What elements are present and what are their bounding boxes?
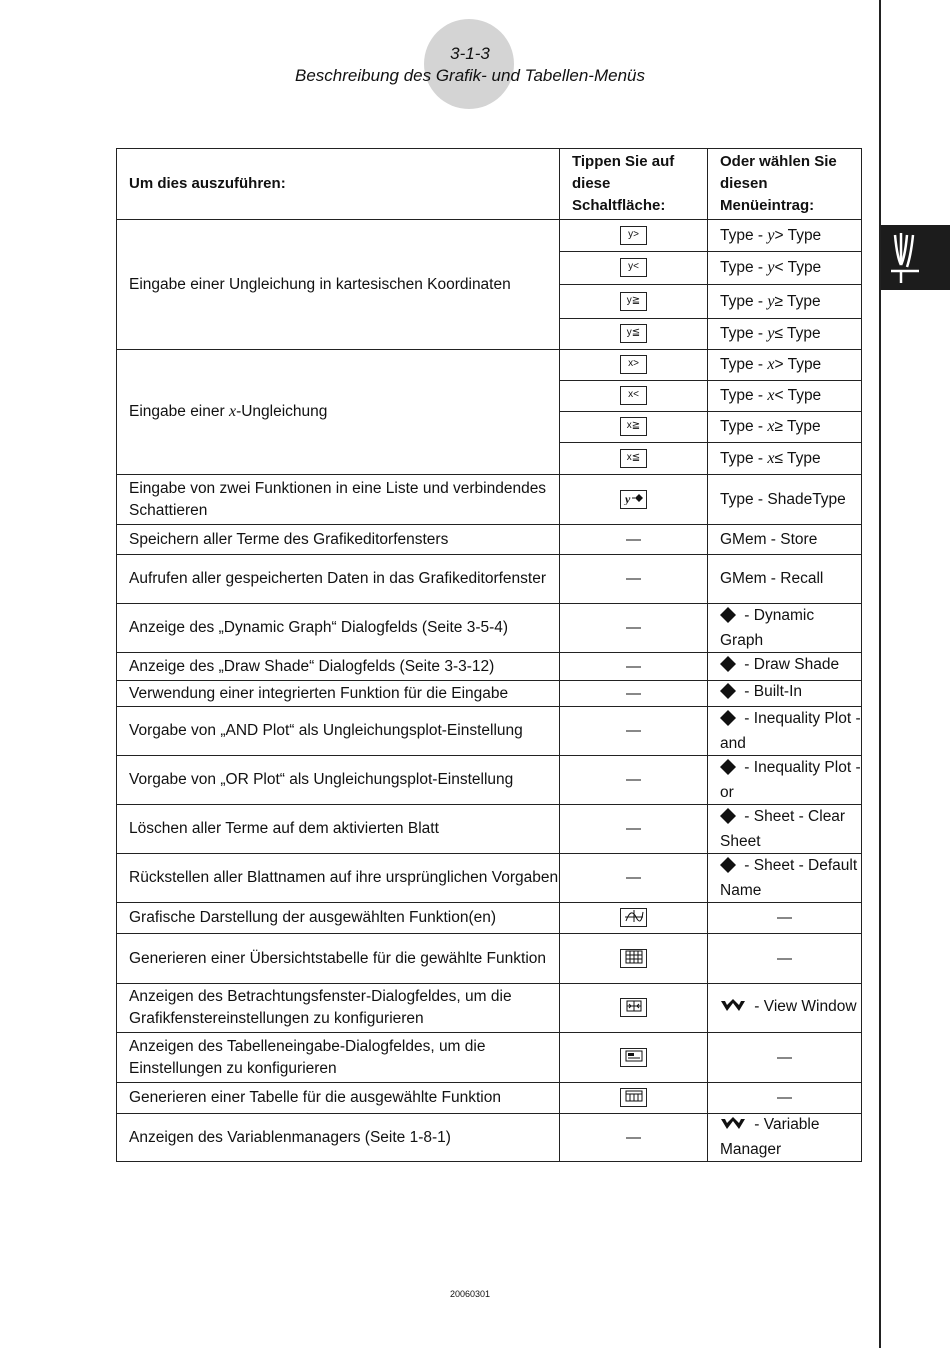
- menu-cell: - Inequality Plot - or: [708, 756, 862, 805]
- view-window-icon: [623, 999, 645, 1013]
- table-row: [117, 350, 862, 381]
- page-number-circle: [424, 19, 514, 109]
- menu-cell: - Inequality Plot - and: [708, 707, 862, 756]
- menu-cell: Type - y< Type: [708, 252, 862, 285]
- action-cell: Verwendung einer integrierten Funktion für die Eingabe: [117, 681, 560, 707]
- menu-cell: - Draw Shade: [708, 653, 862, 681]
- no-button: —: [560, 555, 708, 604]
- diamond-menu-icon: [720, 656, 736, 679]
- page-title: Beschreibung des Grafik- und Tabellen-Menüs: [295, 66, 645, 85]
- menu-cell: —: [708, 934, 862, 984]
- view-window-menu-icon: [720, 1116, 746, 1139]
- draw-graph-button[interactable]: [620, 908, 647, 927]
- action-cell: Anzeige des „Draw Shade“ Dialogfelds (Seite 3-3-12): [117, 653, 560, 681]
- number-table-icon: [623, 1089, 645, 1103]
- table-row: [117, 604, 862, 653]
- x-greater-equal-button[interactable]: x≧: [620, 417, 647, 436]
- menu-cell: —: [708, 1083, 862, 1114]
- graph-icon: [623, 909, 645, 923]
- action-cell: Grafische Darstellung der ausgewählten Funktion(en): [117, 903, 560, 934]
- menu-cell: Type - y≥ Type: [708, 285, 862, 319]
- view-window-button[interactable]: [620, 998, 647, 1017]
- menu-table: [116, 148, 862, 1162]
- no-button: —: [560, 854, 708, 903]
- table-row: [117, 934, 862, 984]
- y-greater-button[interactable]: y>: [620, 226, 647, 245]
- menu-cell: Type - x≤ Type: [708, 443, 862, 475]
- page-number: 3-1-3: [450, 44, 490, 63]
- no-button: —: [560, 756, 708, 805]
- menu-cell: GMem - Recall: [708, 555, 862, 604]
- diamond-menu-icon: [720, 808, 736, 831]
- action-cell: Vorgabe von „AND Plot“ als Ungleichungsplot-Einstellung: [117, 707, 560, 756]
- table-row: [117, 555, 862, 604]
- x-greater-button[interactable]: x>: [620, 355, 647, 374]
- header-menu: Oder wählen Sie diesen Menüeintrag:: [708, 149, 862, 220]
- no-button: —: [560, 707, 708, 756]
- table-row: [117, 707, 862, 756]
- menu-cell: Type - ShadeType: [708, 475, 862, 525]
- x-less-equal-button[interactable]: x≦: [620, 449, 647, 468]
- summary-table-button[interactable]: [620, 949, 647, 968]
- table-row: [117, 220, 862, 252]
- chapter-tab: [881, 225, 950, 290]
- action-cell: Anzeige des „Dynamic Graph“ Dialogfelds (Seite 3-5-4): [117, 604, 560, 653]
- action-cell: Anzeigen des Tabelleneingabe-Dialogfeldes, um die Einstellungen zu konfigurieren: [117, 1033, 560, 1083]
- menu-cell: —: [708, 1033, 862, 1083]
- menu-cell: - Dynamic Graph: [708, 604, 862, 653]
- menu-cell: Type - x≥ Type: [708, 412, 862, 443]
- y-less-equal-button[interactable]: y≦: [620, 324, 647, 343]
- menu-cell: Type - y≤ Type: [708, 319, 862, 350]
- y-greater-equal-button[interactable]: y≧: [620, 292, 647, 311]
- table-input-icon: [623, 1049, 645, 1063]
- table-row: [117, 1033, 862, 1083]
- action-cell: Vorgabe von „OR Plot“ als Ungleichungsplot-Einstellung: [117, 756, 560, 805]
- action-cell: Eingabe einer Ungleichung in kartesischen Koordinaten: [117, 220, 560, 350]
- menu-cell: Type - x> Type: [708, 350, 862, 381]
- page-edge-rule: [879, 0, 881, 1348]
- action-cell: Anzeigen des Variablenmanagers (Seite 1-8-1): [117, 1114, 560, 1162]
- table-row: [117, 475, 862, 525]
- menu-cell: GMem - Store: [708, 525, 862, 555]
- diamond-menu-icon: [720, 759, 736, 782]
- header-action: Um dies auszuführen:: [117, 149, 560, 220]
- generate-table-button[interactable]: [620, 1088, 647, 1107]
- y-less-button[interactable]: y<: [620, 258, 647, 277]
- table-row: [117, 984, 862, 1033]
- table-row: [117, 1083, 862, 1114]
- action-cell: Eingabe von zwei Funktionen in eine Liste und verbindendes Schattieren: [117, 475, 560, 525]
- menu-cell: - Sheet - Clear Sheet: [708, 805, 862, 854]
- table-header-row: [117, 149, 862, 220]
- diamond-menu-icon: [720, 683, 736, 706]
- action-cell: Speichern aller Terme des Grafikeditorfensters: [117, 525, 560, 555]
- action-cell: Generieren einer Tabelle für die ausgewählte Funktion: [117, 1083, 560, 1114]
- table-row: [117, 653, 862, 681]
- menu-cell: —: [708, 903, 862, 934]
- no-button: —: [560, 525, 708, 555]
- no-button: —: [560, 1114, 708, 1162]
- graph-chapter-icon: [887, 227, 927, 287]
- diamond-menu-icon: [720, 710, 736, 733]
- action-cell: Aufrufen aller gespeicherten Daten in das Grafikeditorfenster: [117, 555, 560, 604]
- diamond-menu-icon: [720, 607, 736, 630]
- table-row: [117, 903, 862, 934]
- table-row: [117, 1114, 862, 1162]
- table-row: [117, 854, 862, 903]
- shade-type-button[interactable]: [620, 490, 647, 509]
- action-cell: Rückstellen aller Blattnamen auf ihre ursprünglichen Vorgaben: [117, 854, 560, 903]
- no-button: —: [560, 681, 708, 707]
- no-button: —: [560, 653, 708, 681]
- header-button: Tippen Sie auf diese Schaltfläche:: [560, 149, 708, 220]
- menu-cell: Type - y> Type: [708, 220, 862, 252]
- table-input-button[interactable]: [620, 1048, 647, 1067]
- table-row: [117, 756, 862, 805]
- menu-cell: - Variable Manager: [708, 1114, 862, 1162]
- action-cell: Anzeigen des Betrachtungsfenster-Dialogfeldes, um die Grafikfenstereinstellungen zu konfigurieren: [117, 984, 560, 1033]
- diamond-menu-icon: [720, 857, 736, 880]
- view-window-menu-icon: [720, 998, 746, 1021]
- x-less-button[interactable]: x<: [620, 386, 647, 405]
- action-cell: Löschen aller Terme auf dem aktivierten Blatt: [117, 805, 560, 854]
- no-button: —: [560, 604, 708, 653]
- menu-cell: Type - x< Type: [708, 381, 862, 412]
- summary-table-icon: [623, 950, 645, 964]
- action-cell: Eingabe einer x-Ungleichung: [117, 350, 560, 475]
- table-row: [117, 805, 862, 854]
- table-row: [117, 681, 862, 707]
- menu-cell: - Built-In: [708, 681, 862, 707]
- table-row: [117, 525, 862, 555]
- no-button: —: [560, 805, 708, 854]
- action-cell: Generieren einer Übersichtstabelle für die gewählte Funktion: [117, 934, 560, 984]
- menu-cell: - View Window: [708, 984, 862, 1033]
- shade-icon: [623, 491, 645, 505]
- svg-text:y: y: [624, 491, 630, 505]
- footer-code: 20060301: [449, 1289, 491, 1299]
- menu-cell: - Sheet - Default Name: [708, 854, 862, 903]
